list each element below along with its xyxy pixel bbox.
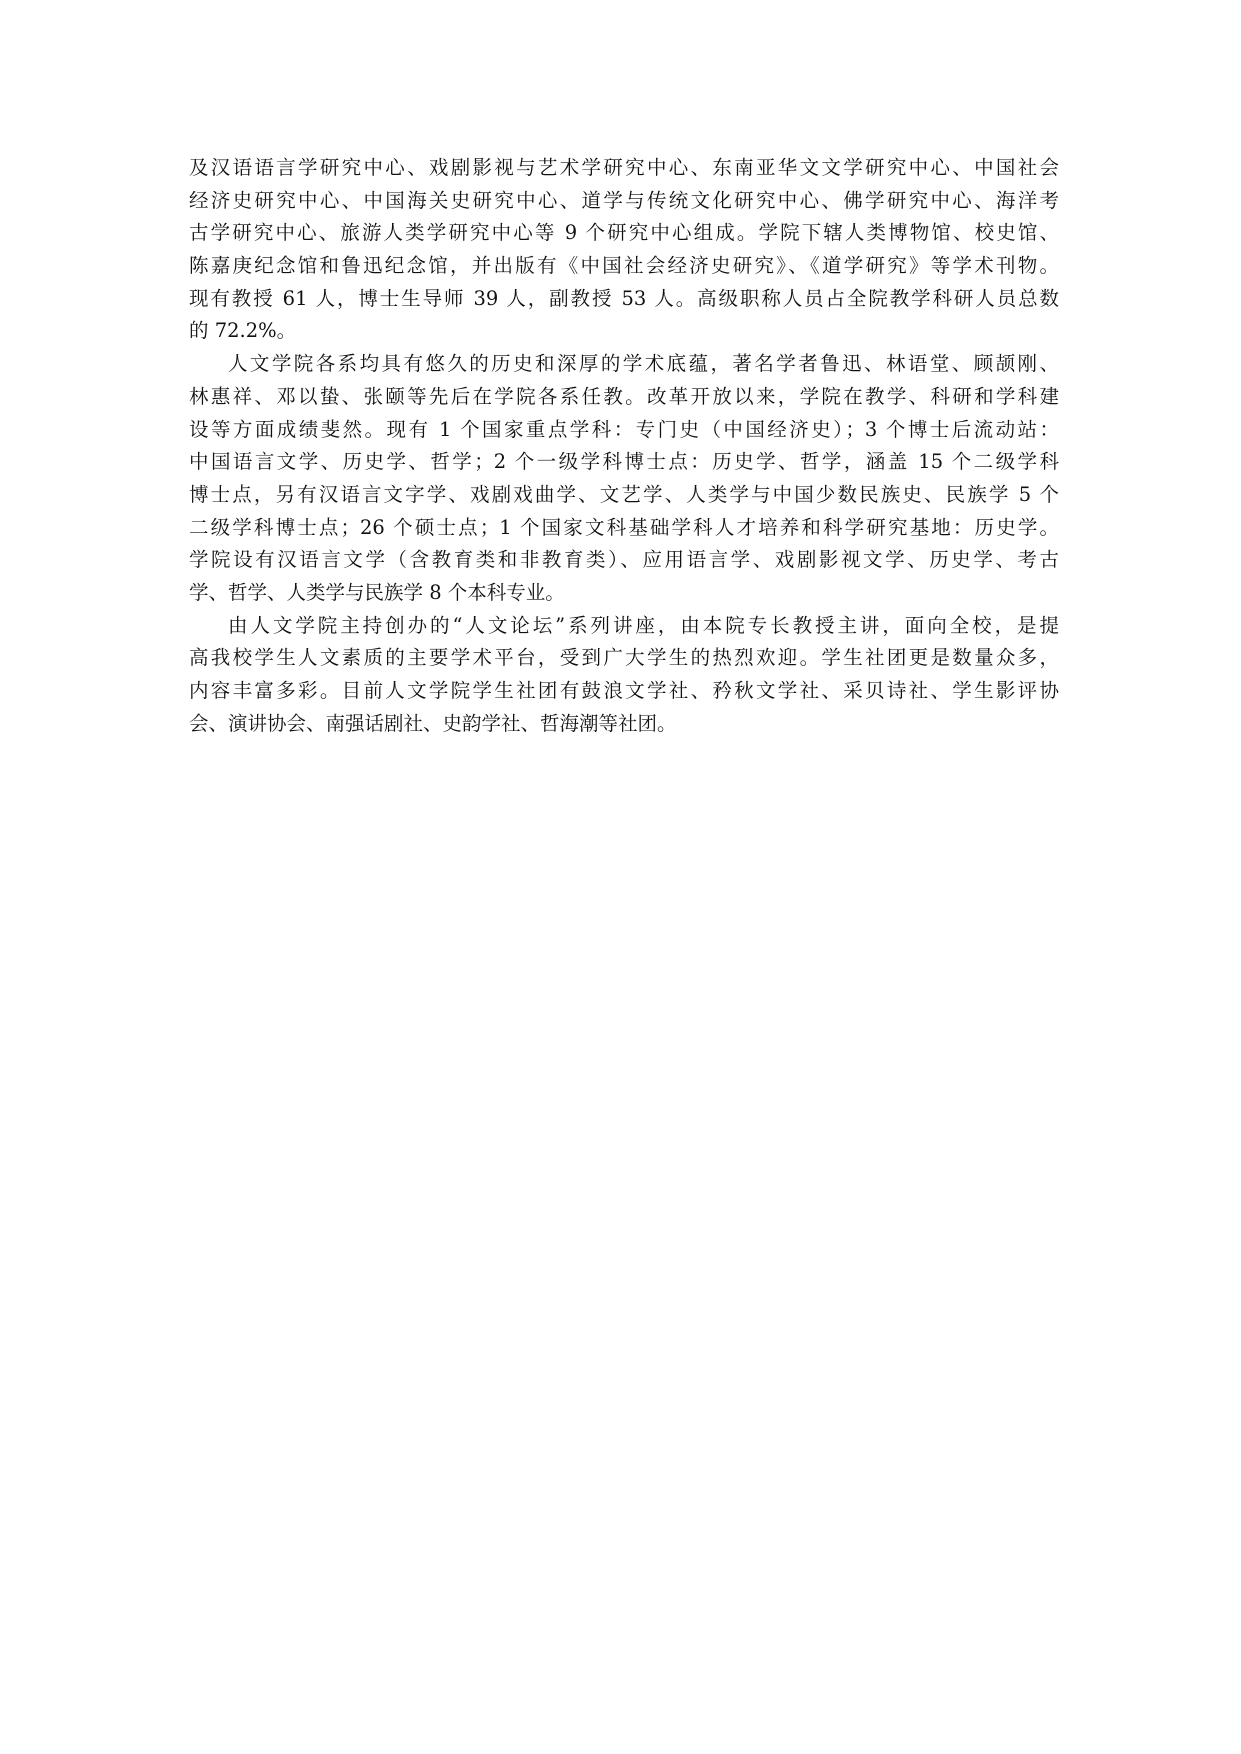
- text-line: 经济史研究中心、中国海关史研究中心、道学与传统文化研究中心、佛学研究中心、海洋考: [189, 188, 1059, 212]
- text-line: 由人文学院主持创办的“人文论坛”系列讲座，由本院专长教授主讲，面向全校，是提: [228, 613, 1059, 637]
- text-line: 博士点，另有汉语言文字学、戏剧戏曲学、文艺学、人类学与中国少数民族史、民族学 5 个: [189, 482, 1059, 506]
- text-line: 陈嘉庚纪念馆和鲁迅纪念馆，并出版有《中国社会经济史研究》、《道学研究》等学术刊物。: [189, 254, 1059, 278]
- text-line: 及汉语语言学研究中心、戏剧影视与艺术学研究中心、东南亚华文文学研究中心、中国社会: [189, 156, 1059, 179]
- paragraph-1: [189, 152, 1059, 348]
- text-line: 现有教授 61 人，博士生导师 39 人，副教授 53 人。高级职称人员占全院教学科研人员总数: [189, 286, 1059, 310]
- text-line: 内容丰富多彩。目前人文学院学生社团有鼓浪文学社、矜秋文学社、采贝诗社、学生影评协: [189, 679, 1059, 702]
- text-line: 的 72.2%。: [189, 319, 297, 343]
- text-line: 林惠祥、邓以蛰、张颐等先后在学院各系任教。改革开放以来，学院在教学、科研和学科建: [189, 384, 1059, 408]
- text-line: 古学研究中心、旅游人类学研究中心等 9 个研究中心组成。学院下辖人类博物馆、校史馆、: [189, 221, 1059, 245]
- text-line: 设等方面成绩斐然。现有 1 个国家重点学科：专门史（中国经济史）；3 个博士后流动站：: [189, 417, 1059, 441]
- text-line: 二级学科博士点；26 个硕士点；1 个国家文科基础学科人才培养和科学研究基地：历史学。: [189, 515, 1059, 539]
- text-line: 学、哲学、人类学与民族学 8 个本科专业。: [189, 580, 565, 604]
- paragraph-2: [189, 348, 1059, 610]
- body-text: [189, 152, 1059, 740]
- text-line: 会、演讲协会、南强话剧社、史韵学社、哲海潮等社团。: [189, 711, 677, 735]
- text-line: 中国语言文学、历史学、哲学；2 个一级学科博士点：历史学、哲学，涵盖 15 个二级学科: [189, 450, 1059, 474]
- text-line: 学院设有汉语言文学（含教育类和非教育类）、应用语言学、戏剧影视文学、历史学、考古: [189, 548, 1059, 572]
- text-line: 人文学院各系均具有悠久的历史和深厚的学术底蕴，著名学者鲁迅、林语堂、顾颉刚、: [228, 352, 1059, 376]
- text-line: 高我校学生人文素质的主要学术平台，受到广大学生的热烈欢迎。学生社团更是数量众多，: [189, 646, 1059, 670]
- paragraph-3: [189, 610, 1059, 741]
